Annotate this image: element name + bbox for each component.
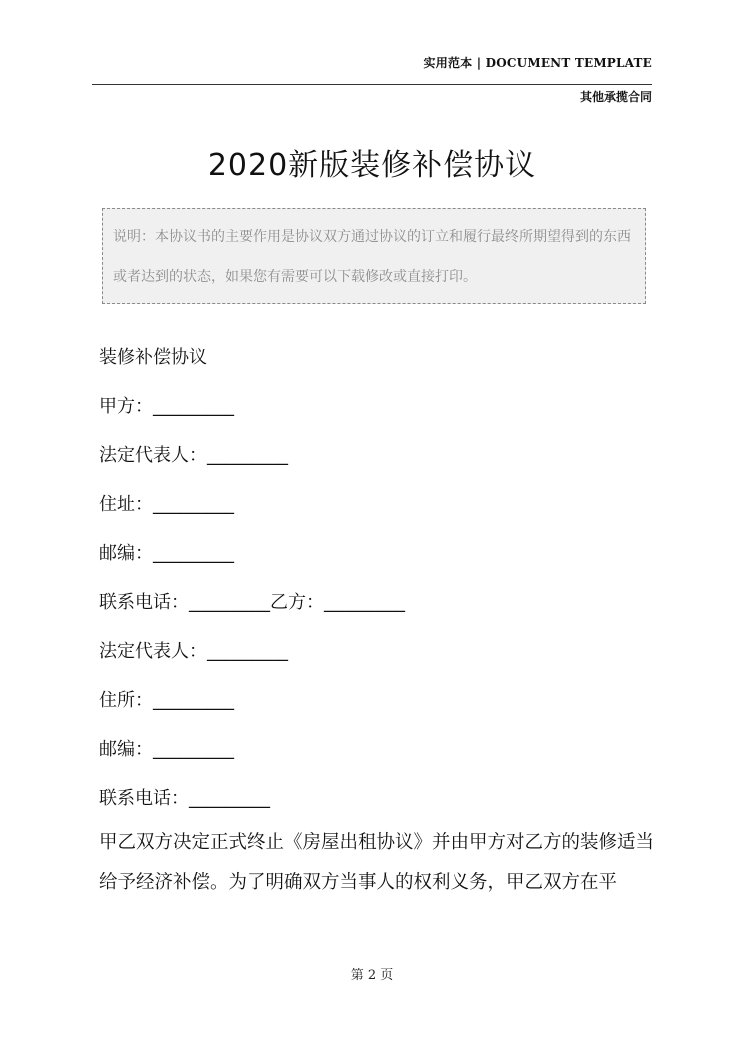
party-a-postcode-line: 邮编：_________ bbox=[99, 543, 234, 564]
body-paragraph: 甲乙双方决定正式终止《房屋出租协议》并由甲方对乙方的装修适当给予经济补偿。为了明确双方当事人的权利义务，甲乙双方在平 bbox=[99, 832, 655, 893]
party-a-address-line: 住址：_________ bbox=[99, 494, 234, 515]
party-b-phone-line: 联系电话：_________ bbox=[99, 788, 270, 809]
party-b-postcode-line: 邮编：_________ bbox=[99, 739, 234, 760]
document-title: 2020新版装修补偿协议 bbox=[207, 148, 537, 183]
party-a-representative-line: 法定代表人：_________ bbox=[99, 445, 288, 466]
page-number: 第 2 页 bbox=[350, 968, 394, 983]
party-b-representative-line: 法定代表人：_________ bbox=[99, 641, 288, 662]
party-info-section bbox=[99, 333, 659, 823]
agreement-heading: 装修补偿协议 bbox=[99, 347, 207, 368]
category-label: 其他承揽合同 bbox=[579, 90, 652, 104]
party-b-address-line: 住所：_________ bbox=[99, 690, 234, 711]
party-a-phone-party-b-line: 联系电话：_________乙方：_________ bbox=[99, 592, 405, 613]
header-divider bbox=[92, 84, 652, 85]
notice-box bbox=[102, 208, 646, 304]
document-template-label: 实用范本 | DOCUMENT TEMPLATE bbox=[423, 56, 652, 70]
party-a-line: 甲方：_________ bbox=[99, 396, 234, 417]
notice-text: 说明：本协议书的主要作用是协议双方通过协议的订立和履行最终所期望得到的东西或者达到的状态，如果您有需要可以下载修改或直接打印。 bbox=[113, 229, 631, 285]
